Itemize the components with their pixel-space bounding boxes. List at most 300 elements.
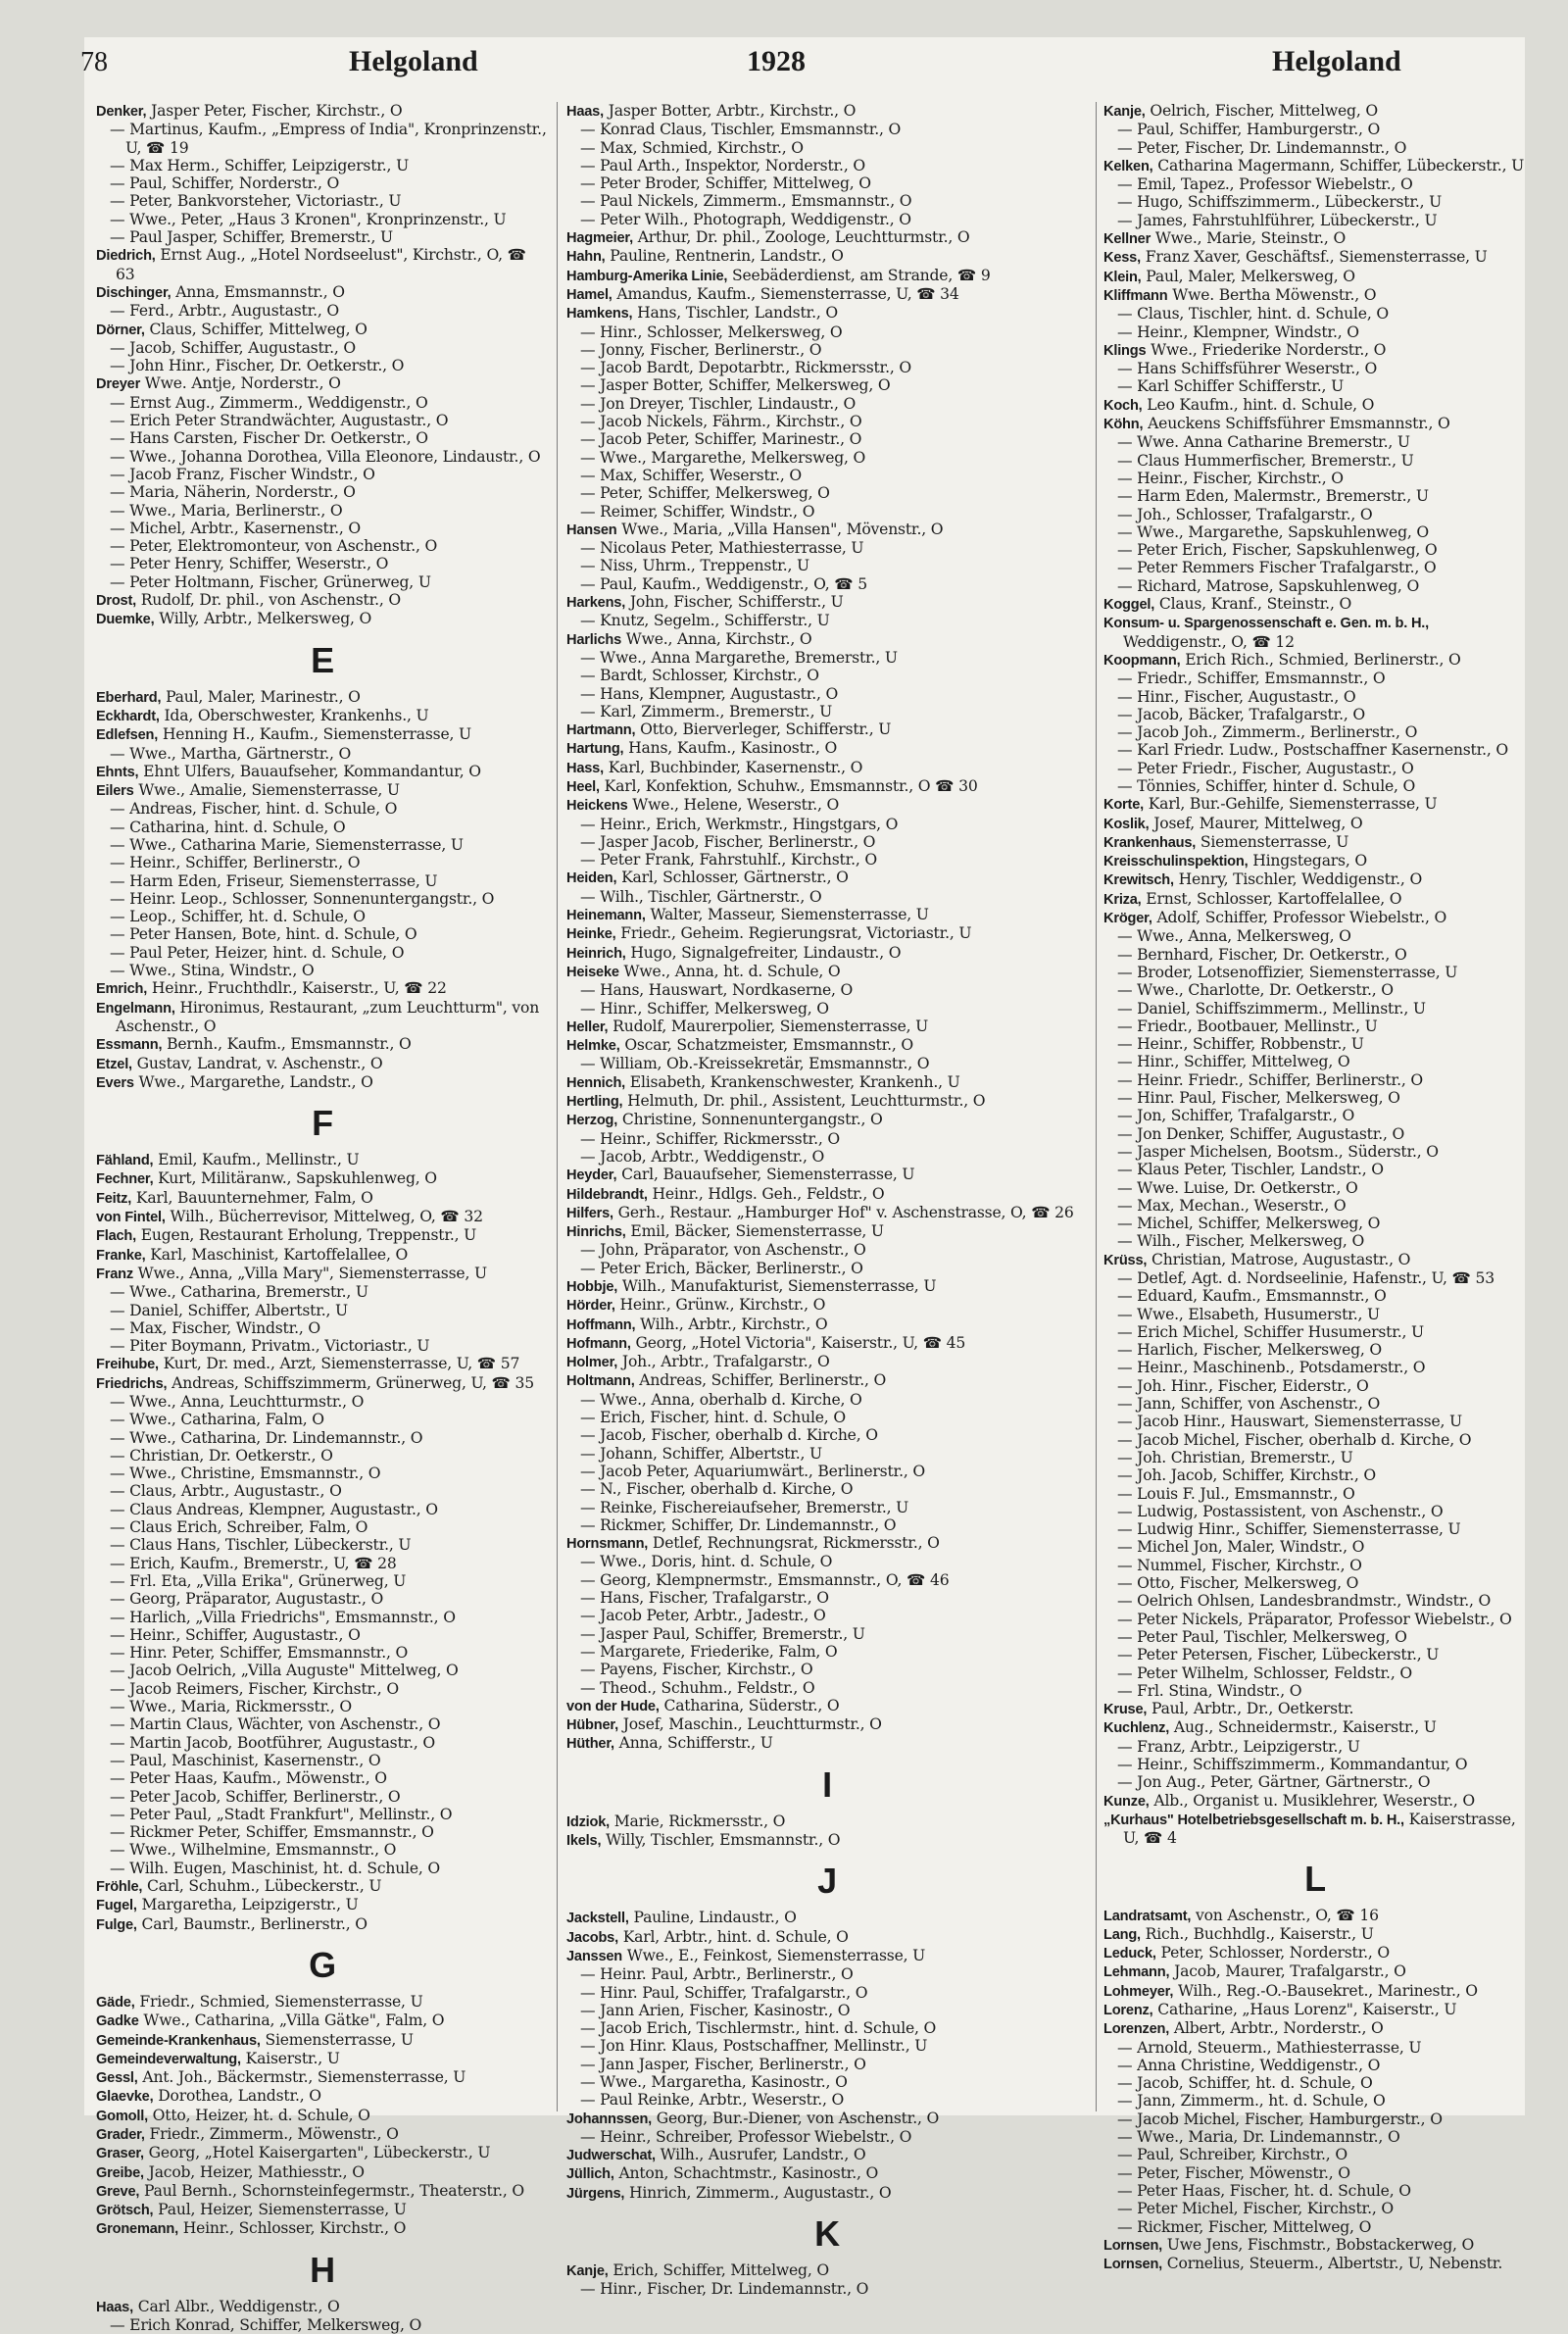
directory-subentry: — Heinr., Schiffszimmerm., Kommandantur, O <box>1117 1756 1468 1774</box>
entry-surname: Gäde, <box>96 1994 135 2011</box>
entry-surname: Heiseke <box>566 964 619 980</box>
directory-subentry: — Hans, Fischer, Trafalgarstr., O <box>580 1589 829 1608</box>
directory-entry <box>1103 286 1527 305</box>
directory-subentry: — Wwe., Margaretha, Kasinostr., O <box>580 2072 848 2091</box>
entry-details: Paul, Maler, Melkersweg, O <box>1141 267 1355 285</box>
entry-details: Kurt, Dr. med., Arzt, Siemensterrasse, U, ☎ 57 <box>158 1355 520 1373</box>
directory-entry <box>1103 2236 1527 2255</box>
directory-subentry: — Emil, Tapez., Professor Wiebelstr., O <box>1117 175 1413 194</box>
directory-subentry: — Joh. Jacob, Schiffer, Kirchstr., O <box>1117 1466 1376 1485</box>
directory-entry <box>566 2164 1088 2183</box>
directory-entry <box>96 2298 549 2316</box>
directory-entry <box>1103 909 1527 927</box>
directory-subentry: — Peter Holtmann, Fischer, Grünerweg, U <box>110 572 431 591</box>
entry-details: Hinrich, Zimmerm., Augustastr., O <box>624 2183 892 2202</box>
entry-details: Josef, Maurer, Mittelweg, O <box>1149 814 1363 832</box>
entry-details: Detlef, Rechnungsrat, Rickmersstr., O <box>648 1534 940 1553</box>
entry-details: Jacob, Maurer, Trafalgarstr., O <box>1169 1962 1406 1981</box>
entry-surname: Lorenzen, <box>1103 2021 1170 2038</box>
directory-entry <box>566 228 1088 247</box>
entry-details: Wwe., E., Feinkost, Siemensterrasse, U <box>622 1946 926 1964</box>
entry-details: Helmuth, Dr. phil., Assistent, Leuchtturmstr., O <box>622 1092 986 1111</box>
directory-subentry: — Jasper Jacob, Fischer, Berlinerstr., O <box>580 832 876 851</box>
entry-details: Georg, „Hotel Victoria", Kaiserstr., U, ☎ 45 <box>630 1333 966 1352</box>
directory-subentry: — Paul, Maschinist, Kasernenstr., O <box>110 1751 381 1769</box>
directory-subentry: — Wwe., Margarethe, Melkersweg, O <box>580 448 866 467</box>
directory-subentry: — Peter, Fischer, Dr. Lindemannstr., O <box>1117 138 1407 157</box>
directory-entry <box>96 1877 549 1896</box>
directory-subentry: — Jon Denker, Schiffer, Augustastr., O <box>1117 1124 1405 1143</box>
directory-entry <box>96 610 549 628</box>
entry-surname: Harlichs <box>566 631 621 648</box>
directory-subentry: — Jon, Schiffer, Trafalgarstr., O <box>1117 1107 1355 1125</box>
directory-entry <box>96 2050 549 2068</box>
directory-entry <box>1103 870 1527 889</box>
directory-subentry: — Jonny, Fischer, Berlinerstr., O <box>580 340 822 359</box>
directory-entry <box>96 374 549 393</box>
directory-entry <box>96 2201 549 2219</box>
entry-surname: Ehnts, <box>96 764 139 780</box>
entry-details: Wwe., Margarethe, Landstr., O <box>133 1072 373 1091</box>
entry-details: Arthur, Dr. phil., Zoologe, Leuchtturmstr., O <box>632 228 970 247</box>
entry-details: Albert, Arbtr., Norderstr., O <box>1169 2019 1384 2038</box>
directory-entry <box>96 2068 549 2087</box>
entry-surname: Hagmeier, <box>566 230 633 247</box>
directory-subentry: — Wilh., Tischler, Gärtnerstr., O <box>580 887 822 906</box>
entry-surname: Koopmann, <box>1103 652 1181 669</box>
directory-subentry: — Paul Nickels, Zimmerm., Emsmannstr., O <box>580 192 912 211</box>
header-title-left: Helgoland <box>349 45 478 77</box>
directory-entry <box>1103 1811 1527 1848</box>
directory-subentry: — Peter Jacob, Schiffer, Berlinerstr., O <box>110 1787 401 1806</box>
entry-surname: Greibe, <box>96 2164 144 2181</box>
entry-surname: Hahn, <box>566 249 606 266</box>
directory-entry <box>1103 268 1527 286</box>
entry-details: Henry, Tischler, Weddigenstr., O <box>1173 870 1423 889</box>
directory-entry <box>566 1734 1088 1753</box>
entry-surname: Lehmann, <box>1103 1964 1170 1981</box>
entry-details: Paul, Maler, Marinestr., O <box>161 687 361 706</box>
entry-details: Wwe., Friederike Norderstr., O <box>1146 340 1387 359</box>
directory-entry <box>96 1896 549 1914</box>
directory-entry <box>566 1222 1088 1241</box>
directory-subentry: — Joh., Schlosser, Trafalgarstr., O <box>1117 505 1373 523</box>
directory-subentry: — Harlich, Fischer, Melkersweg, O <box>1117 1341 1383 1360</box>
entry-surname: Krüss, <box>1103 1252 1148 1268</box>
entry-details: Paul Bernh., Schornsteinfegermstr., Theaterstr., O <box>139 2181 524 2200</box>
entry-details: Rudolf, Dr. phil., von Aschenstr., O <box>135 591 401 610</box>
entry-details: Rudolf, Maurerpolier, Siemensterrasse, U <box>608 1017 929 1035</box>
entry-details: Friedr., Zimmerm., Möwenstr., O <box>144 2124 399 2143</box>
entry-details: Ida, Oberschwester, Krankenhs., U <box>159 706 429 724</box>
entry-details: Claus, Kranf., Steinstr., O <box>1154 595 1352 614</box>
entry-surname: Janssen <box>566 1948 623 1964</box>
directory-subentry: — Claus Erich, Schreiber, Falm, O <box>110 1518 368 1537</box>
directory-subentry: — Claus, Tischler, hint. d. Schule, O <box>1117 305 1389 323</box>
directory-subentry: — Georg, Klempnermstr., Emsmannstr., O, ☎ 46 <box>580 1570 950 1589</box>
entry-surname: Engelmann, <box>96 1000 175 1017</box>
directory-entry <box>96 591 549 610</box>
directory-entry <box>566 1018 1088 1036</box>
entry-details: Josef, Maschin., Leuchtturmstr., O <box>617 1715 882 1734</box>
directory-entry <box>566 1831 1088 1850</box>
directory-subentry: — Karl, Zimmerm., Bremerstr., U <box>580 702 833 720</box>
entry-surname: Hilfers, <box>566 1205 613 1221</box>
directory-entry <box>566 739 1088 758</box>
directory-entry <box>566 796 1088 815</box>
directory-subentry: — Claus Andreas, Klempner, Augustastr., O <box>110 1500 438 1518</box>
entry-details: Pauline, Rentnerin, Landstr., O <box>605 247 844 266</box>
entry-surname: Friedrichs, <box>96 1375 168 1392</box>
entry-surname: Helmke, <box>566 1038 620 1055</box>
entry-details: Karl, Arbtr., hint. d. Schule, O <box>617 1927 849 1946</box>
entry-details: Georg, Bur.-Diener, von Aschenstr., O <box>652 2109 940 2127</box>
entry-details: Joh., Arbtr., Trafalgarstr., O <box>617 1353 830 1371</box>
directory-subentry: — Wwe., Peter, „Haus 3 Kronen", Kronprinzenstr., U <box>110 210 507 228</box>
entry-details: Carl, Schuhm., Lübeckerstr., U <box>142 1877 382 1896</box>
directory-entry <box>96 2011 549 2030</box>
entry-details: Wwe. Antje, Norderstr., O <box>140 374 341 393</box>
directory-column-2 <box>566 102 1088 2299</box>
directory-subentry: — Johann, Schiffer, Albertstr., U <box>580 1444 823 1463</box>
directory-subentry: — Tönnies, Schiffer, hinter d. Schule, O <box>1117 776 1416 795</box>
entry-details: Emil, Bäcker, Siemensterrasse, U <box>625 1222 884 1241</box>
entry-surname: Kreisschulinspektion, <box>1103 854 1249 870</box>
directory-subentry: — Wwe., Catharina Marie, Siemensterrasse, U <box>110 835 464 854</box>
page-header <box>80 37 1525 92</box>
entry-surname: Kriza, <box>1103 891 1142 908</box>
entry-details: Henning H., Kaufm., Siemensterrasse, U <box>158 725 471 744</box>
directory-subentry: — Friedr., Schiffer, Emsmannstr., O <box>1117 670 1386 688</box>
directory-subentry: — Peter, Fischer, Möwenstr., O <box>1117 2163 1350 2182</box>
directory-subentry: — Wwe., Martha, Gärtnerstr., O <box>110 744 352 763</box>
section-letter: F <box>312 1103 333 1144</box>
entry-surname: Eckhardt, <box>96 708 160 724</box>
entry-details: Willy, Tischler, Emsmannstr., O <box>601 1831 841 1850</box>
directory-subentry: — Paul Jasper, Schiffer, Bremerstr., U <box>110 228 393 247</box>
directory-entry <box>1103 1251 1527 1269</box>
entry-surname: Heinke, <box>566 926 616 943</box>
entry-details: Peter, Schlosser, Norderstr., O <box>1155 1944 1391 1962</box>
directory-subentry: — Hans Schiffsführer Weserstr., O <box>1117 360 1378 378</box>
entry-details: Heinr., Fruchthdlr., Kaiserstr., U, ☎ 22 <box>147 979 447 998</box>
directory-subentry: — Jacob Peter, Arbtr., Jadestr., O <box>580 1607 826 1625</box>
entry-surname: Grader, <box>96 2126 145 2143</box>
entry-surname: Heinrich, <box>566 945 626 962</box>
directory-entry <box>566 924 1088 943</box>
directory-subentry: — Friedr., Bootbauer, Mellinstr., U <box>1117 1017 1378 1035</box>
entry-surname: Gemeinde-Krankenhaus, <box>96 2032 261 2049</box>
directory-subentry: — Wwe., Anna Margarethe, Bremerstr., U <box>580 648 898 667</box>
directory-subentry: — Wwe., Catharina, Bremerstr., U <box>110 1283 368 1302</box>
entry-surname: Kröger, <box>1103 911 1152 927</box>
entry-details: Karl, Schlosser, Gärtnerstr., O <box>616 869 849 887</box>
entry-surname: von Fintel, <box>96 1210 166 1226</box>
directory-entry <box>566 1316 1088 1334</box>
directory-subentry: — William, Ob.-Kreissekretär, Emsmannstr., O <box>580 1055 930 1073</box>
directory-subentry: — Heinr. Leop., Schlosser, Sonnenuntergangstr., O <box>110 889 495 908</box>
entry-surname: von der Hude, <box>566 1698 660 1714</box>
directory-subentry: — Wwe., Stina, Windstr., O <box>110 962 315 980</box>
entry-surname: Lohmeyer, <box>1103 1983 1174 2000</box>
entry-details: Franz Xaver, Geschäftsf., Siemensterrasse, U <box>1140 248 1488 267</box>
directory-entry <box>96 763 549 781</box>
directory-entry <box>96 1151 549 1169</box>
directory-subentry: — Karl Friedr. Ludw., Postschaffner Kasernenstr., O <box>1117 741 1508 760</box>
entry-surname: Glaevke, <box>96 2089 154 2106</box>
directory-entry <box>96 2107 549 2125</box>
directory-subentry: — Wwe., Anna, Leuchtturmstr., O <box>110 1393 365 1411</box>
directory-subentry: — Peter Frank, Fahrstuhlf., Kirchstr., O <box>580 851 877 869</box>
entry-details: Alb., Organist u. Musiklehrer, Weserstr., O <box>1149 1791 1476 1810</box>
directory-subentry: — Peter Nickels, Präparator, Professor Wiebelstr., O <box>1117 1610 1512 1628</box>
directory-subentry: — Peter, Bankvorsteher, Victoriastr., U <box>110 192 402 211</box>
directory-entry <box>566 777 1088 796</box>
directory-entry <box>96 1035 549 1054</box>
directory-subentry: — Jacob Hinr., Hauswart, Siemensterrasse, U <box>1117 1413 1462 1431</box>
directory-entry <box>1103 1925 1527 1944</box>
directory-entry <box>1103 595 1527 614</box>
entry-details: Heinr., Schlosser, Kirchstr., O <box>177 2219 407 2238</box>
directory-subentry: — Jacob, Arbtr., Weddigenstr., O <box>580 1147 825 1166</box>
directory-entry <box>566 1185 1088 1204</box>
entry-surname: Kanje, <box>566 2263 609 2280</box>
directory-subentry: — Wwe., Anna, oberhalb d. Kirche, O <box>580 1390 862 1409</box>
entry-details: Catharine, „Haus Lorenz", Kaiserstr., U <box>1152 2000 1457 2018</box>
directory-subentry: — Hinr., Fischer, Dr. Lindemannstr., O <box>580 2280 869 2299</box>
directory-subentry: — Heinr., Schreiber, Professor Wiebelstr., O <box>580 2127 912 2146</box>
directory-entry <box>96 246 549 283</box>
directory-subentry: — John Hinr., Fischer, Dr. Oetkerstr., O <box>110 357 405 375</box>
directory-subentry: — Jann, Zimmerm., ht. d. Schule, O <box>1117 2092 1386 2111</box>
entry-surname: Koggel, <box>1103 597 1155 614</box>
entry-details: Carl, Bauaufseher, Siemensterrasse, U <box>616 1166 915 1184</box>
entry-details: Seebäderdienst, am Strande, ☎ 9 <box>727 266 991 284</box>
section-letter: G <box>309 1944 336 1985</box>
entry-details: Christine, Sonnenuntergangstr., O <box>617 1111 883 1129</box>
directory-subentry: — Hugo, Schiffszimmerm., Lübeckerstr., U <box>1117 193 1443 212</box>
entry-details: Jasper Peter, Fischer, Kirchstr., O <box>146 102 403 120</box>
directory-subentry: — Piter Boymann, Privatm., Victoriastr., U <box>110 1337 430 1356</box>
entry-surname: Hass, <box>566 760 604 776</box>
directory-subentry: — Payens, Fischer, Kirchstr., O <box>580 1661 813 1679</box>
directory-subentry: — Peter Remmers Fischer Trafalgarstr., O <box>1117 559 1437 577</box>
entry-details: Wwe., Anna, ht. d. Schule, O <box>618 962 841 980</box>
entry-surname: Gomoll, <box>96 2108 148 2124</box>
directory-entry <box>96 725 549 744</box>
directory-entry <box>566 759 1088 777</box>
directory-subentry: — Bardt, Schlosser, Kirchstr., O <box>580 667 819 685</box>
directory-entry <box>1103 852 1527 870</box>
entry-details: Wilh., Ausrufer, Landstr., O <box>655 2146 866 2164</box>
directory-entry <box>1103 833 1527 852</box>
directory-entry <box>96 283 549 302</box>
directory-subentry: — Max, Schmied, Kirchstr., O <box>580 138 804 157</box>
entry-details: Friedr., Schmied, Siemensterrasse, U <box>134 1992 423 2011</box>
directory-entry <box>96 102 549 121</box>
directory-entry <box>566 963 1088 981</box>
directory-entry <box>566 2110 1088 2128</box>
directory-subentry: — Peter Petersen, Fischer, Lübeckerstr., U <box>1117 1646 1440 1664</box>
directory-subentry: — Wwe., Elsabeth, Husumerstr., U <box>1117 1305 1380 1323</box>
entry-details: Claus, Schiffer, Mittelweg, O <box>144 320 368 338</box>
header-year: 1928 <box>747 45 806 77</box>
entry-details: Aeuckens Schiffsführer Emsmannstr., O <box>1143 415 1450 433</box>
directory-subentry: — Klaus Peter, Tischler, Landstr., O <box>1117 1161 1384 1179</box>
entry-surname: Idziok, <box>566 1813 611 1830</box>
directory-subentry: — Jacob, Bäcker, Trafalgarstr., O <box>1117 705 1365 723</box>
directory-subentry: — Peter Broder, Schiffer, Mittelweg, O <box>580 174 871 193</box>
header-title-right: Helgoland <box>1272 45 1401 77</box>
directory-entry <box>96 2182 549 2201</box>
directory-subentry: — Eduard, Kaufm., Emsmannstr., O <box>1117 1287 1387 1306</box>
entry-surname: Duemke, <box>96 612 155 628</box>
entry-surname: Evers <box>96 1074 134 1091</box>
directory-entry <box>1103 2019 1527 2038</box>
directory-subentry: — Hinr., Fischer, Augustastr., O <box>1117 687 1356 706</box>
directory-subentry: — Paul Arth., Inspektor, Norderstr., O <box>580 156 865 174</box>
entry-surname: Hansen <box>566 521 617 538</box>
entry-details: Wilh., Reg.-O.-Bausekret., Marinestr., O <box>1173 1981 1478 2000</box>
directory-subentry: — Heinr., Schiffer, Rickmersstr., O <box>580 1129 840 1148</box>
directory-entry <box>96 1055 549 1073</box>
directory-subentry: — Jacob, Schiffer, Augustastr., O <box>110 338 356 357</box>
entry-surname: Johannssen, <box>566 2111 653 2127</box>
entry-details: Wwe., Catharina, „Villa Gätke", Falm, O <box>138 2011 445 2030</box>
directory-entry <box>96 2219 549 2238</box>
entry-details: Karl, Maschinist, Kartoffelallee, O <box>145 1245 409 1264</box>
section-letter: E <box>311 639 334 680</box>
directory-entry <box>96 781 549 800</box>
directory-entry <box>96 1169 549 1188</box>
directory-subentry: — Wwe., Margarethe, Sapskuhlenweg, O <box>1117 522 1429 541</box>
entry-details: Amandus, Kaufm., Siemensterrasse, U, ☎ 34 <box>612 284 959 303</box>
entry-surname: Hamel, <box>566 286 612 303</box>
entry-details: Hans, Tischler, Landstr., O <box>632 304 838 323</box>
directory-subentry: — Max Herm., Schiffer, Leipzigerstr., U <box>110 156 410 174</box>
directory-subentry: — Paul, Kaufm., Weddigenstr., O, ☎ 5 <box>580 574 867 593</box>
directory-entry <box>566 1073 1088 1092</box>
entry-surname: Judwerschat, <box>566 2148 656 2164</box>
entry-details: Wwe., Anna, „Villa Mary", Siemensterrasse, U <box>132 1264 487 1282</box>
directory-entry <box>1103 2001 1527 2019</box>
directory-entry <box>566 869 1088 887</box>
entry-surname: Franz <box>96 1266 133 1282</box>
directory-entry <box>566 521 1088 539</box>
directory-subentry: — Heinr. Paul, Arbtr., Berlinerstr., O <box>580 1965 854 1984</box>
entry-surname: Hobbje, <box>566 1279 618 1295</box>
entry-surname: Jüllich, <box>566 2166 614 2183</box>
entry-details: Ernst, Schlosser, Kartoffelallee, O <box>1141 889 1402 908</box>
directory-subentry: — Michel, Schiffer, Melkersweg, O <box>1117 1215 1381 1233</box>
directory-subentry: — Erich Peter Strandwächter, Augustastr., O <box>110 412 449 430</box>
directory-subentry: — Peter Wilh., Photograph, Weddigenstr., O <box>580 210 911 228</box>
entry-surname: Jackstell, <box>566 1911 629 1927</box>
directory-entry <box>1103 890 1527 909</box>
directory-subentry: — Heinr., Erich, Werkmstr., Hingstgars, O <box>580 815 899 833</box>
directory-subentry: — Paul Reinke, Arbtr., Weserstr., O <box>580 2091 845 2110</box>
entry-details: Carl Albr., Weddigenstr., O <box>132 2297 340 2315</box>
entry-details: Siemensterrasse, U <box>260 2030 414 2049</box>
entry-surname: Klings <box>1103 342 1147 359</box>
entry-details: Willy, Arbtr., Melkersweg, O <box>154 610 372 628</box>
entry-surname: Landratsamt, <box>1103 1908 1192 1924</box>
entry-details: Walter, Masseur, Siemensterrasse, U <box>645 906 929 924</box>
directory-subentry: — Erich, Kaufm., Bremerstr., U, ☎ 28 <box>110 1554 397 1572</box>
entry-details: Adolf, Schiffer, Professor Wiebelstr., O <box>1152 909 1447 927</box>
directory-subentry: — Wwe., Christine, Emsmannstr., O <box>110 1465 381 1483</box>
directory-subentry: — Jacob Peter, Schiffer, Marinestr., O <box>580 430 862 449</box>
directory-subentry: — Heinr., Maschinenb., Potsdamerstr., O <box>1117 1359 1426 1377</box>
entry-surname: Feitz, <box>96 1190 132 1207</box>
directory-subentry: — Michel Jon, Maler, Windstr., O <box>1117 1538 1365 1557</box>
entry-details: Andreas, Schiffer, Berlinerstr., O <box>634 1371 887 1390</box>
directory-subentry: — Niss, Uhrm., Treppenstr., U <box>580 557 809 575</box>
directory-subentry: — Ludwig Hinr., Schiffer, Siemensterrasse, U <box>1117 1520 1461 1539</box>
entry-surname: „Kurhaus" Hotelbetriebsgesellschaft m. b. H., <box>1103 1812 1404 1828</box>
directory-subentry: — N., Fischer, oberhalb d. Kirche, O <box>580 1480 854 1499</box>
directory-subentry: — Max, Schiffer, Weserstr., O <box>580 466 802 484</box>
entry-surname: Eilers <box>96 783 134 800</box>
directory-subentry: — Wwe. Anna Catharine Bremerstr., U <box>1117 433 1410 452</box>
entry-details: Friedr., Geheim. Regierungsrat, Victoriastr., U <box>615 924 972 943</box>
directory-subentry: — Hans, Hauswart, Nordkaserne, O <box>580 981 854 1000</box>
directory-entry <box>96 1226 549 1245</box>
entry-details: Hans, Kaufm., Kasinostr., O <box>623 739 838 758</box>
directory-subentry: — Maria, Näherin, Norderstr., O <box>110 483 356 502</box>
entry-details: Cornelius, Steuerm., Albertstr., U, Nebenstr. <box>1162 2255 1503 2273</box>
entry-details: Wwe., Maria, „Villa Hansen", Mövenstr., O <box>616 520 944 538</box>
section-letter: L <box>1304 1858 1326 1899</box>
directory-subentry: — Otto, Fischer, Melkersweg, O <box>1117 1574 1359 1593</box>
directory-entry <box>566 593 1088 612</box>
directory-subentry: — Jacob Bardt, Depotarbtr., Rickmersstr., O <box>580 359 911 377</box>
entry-surname: Kellner <box>1103 231 1152 248</box>
entry-details: Kurt, Militäranw., Sapskuhlenweg, O <box>153 1169 437 1188</box>
directory-entry <box>1103 1982 1527 2001</box>
entry-details: Erich Rich., Schmied, Berlinerstr., O <box>1180 650 1461 669</box>
directory-subentry: — Max, Mechan., Weserstr., O <box>1117 1196 1347 1215</box>
directory-subentry: — Theod., Schuhm., Feldstr., O <box>580 1678 815 1697</box>
directory-subentry: — Frl. Stina, Windstr., O <box>1117 1681 1302 1700</box>
section-letter: J <box>817 1861 837 1902</box>
directory-subentry: — Paul, Schiffer, Hamburgerstr., O <box>1117 121 1381 139</box>
directory-subentry: — Jasper Michelsen, Bootsm., Süderstr., O <box>1117 1142 1439 1161</box>
directory-subentry: — Reinke, Fischereiaufseher, Bremerstr., U <box>580 1498 909 1516</box>
directory-subentry: — Peter, Elektromonteur, von Aschenstr., O <box>110 537 438 556</box>
directory-page <box>80 37 1525 2334</box>
directory-subentry: — Heinr., Schiffer, Augustastr., O <box>110 1625 361 1644</box>
directory-entry <box>566 1296 1088 1315</box>
entry-surname: Drost, <box>96 593 136 610</box>
directory-subentry: — Catharina, hint. d. Schule, O <box>110 818 346 836</box>
directory-entry <box>1103 102 1527 121</box>
entry-details: Wilh., Bücherrevisor, Mittelweg, O, ☎ 32 <box>165 1208 483 1226</box>
entry-details: Rich., Buchhdlg., Kaiserstr., U <box>1140 1924 1374 1943</box>
entry-details: Erich, Schiffer, Mittelweg, O <box>608 2261 829 2280</box>
directory-subentry: — Max, Fischer, Windstr., O <box>110 1318 321 1337</box>
entry-surname: Dischinger, <box>96 284 172 301</box>
entry-details: Catharina, Süderstr., O <box>659 1696 840 1714</box>
page-number: 78 <box>80 47 108 77</box>
entry-surname: Kunze, <box>1103 1793 1150 1810</box>
entry-surname: Franke, <box>96 1247 146 1264</box>
entry-surname: Haas, <box>96 2299 133 2315</box>
directory-entry <box>96 1993 549 2011</box>
directory-entry <box>566 1947 1088 1965</box>
entry-surname: Heyder, <box>566 1167 617 1184</box>
directory-subentry: — Wwe., Doris, hint. d. Schule, O <box>580 1553 833 1571</box>
